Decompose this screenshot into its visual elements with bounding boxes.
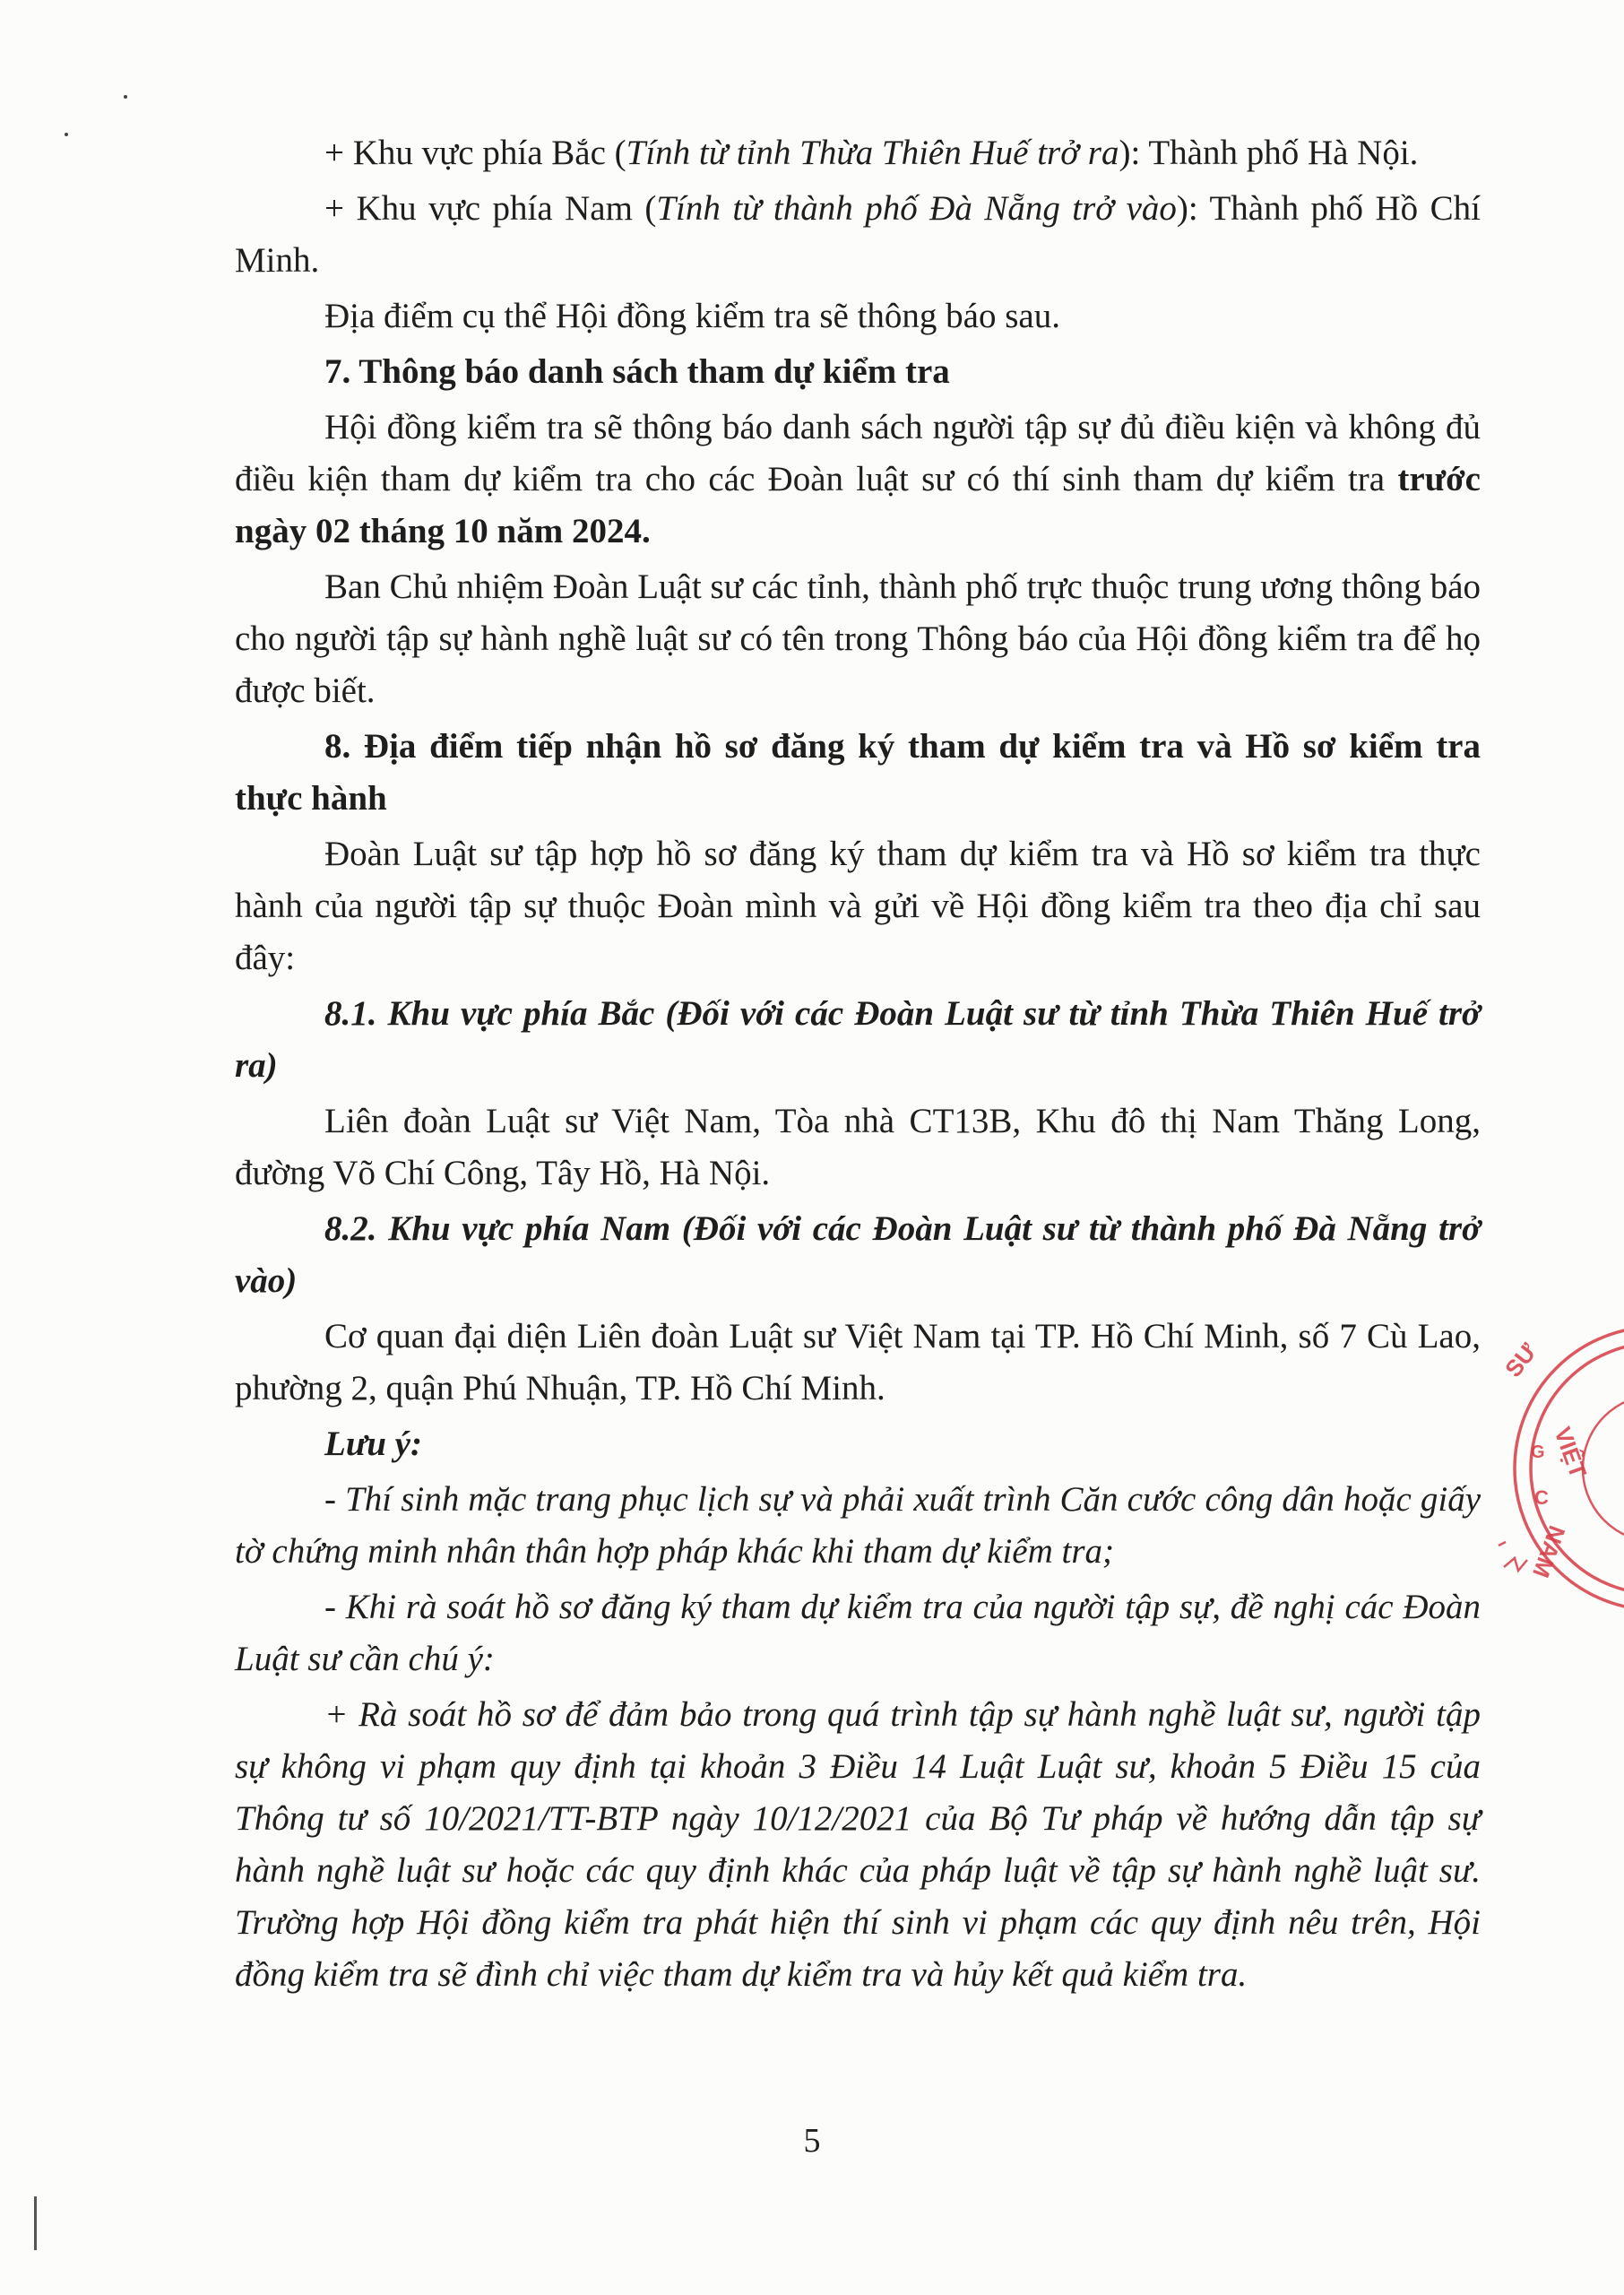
section-8-1-title: 8.1. Khu vực phía Bắc (Đối với các Đoàn Luật sư từ tỉnh Thừa Thiên Huế trở ra)	[235, 994, 1481, 1085]
south-region-suffix: ): Thành phố Hồ Chí Minh.	[235, 189, 1481, 280]
note-item-3: + Rà soát hồ sơ để đảm bảo trong quá trình tập sự hành nghề luật sư, người tập sự không vi phạm quy định tại khoản 3 Điều 14 Luật Luật sư, khoản 5 Điều 15 của Thông tư số 10/2021/TT-BTP ngày 10/12/2021 của Bộ Tư pháp về hướng dẫn tập sự hành nghề luật sư hoặc các quy định khác của pháp luật về tập sự hành nghề luật sư. Trường hợp Hội đồng kiểm tra phát hiện thí sinh vi phạm các quy định nêu trên, Hội đồng kiểm tra sẽ đình chỉ việc tham dự kiểm tra và hủy kết quả kiểm tra.	[235, 1695, 1481, 1994]
location-notice: Địa điểm cụ thể Hội đồng kiểm tra sẽ thông báo sau.	[324, 297, 1060, 335]
section-7-paragraph-1	[235, 402, 1481, 558]
section-8-1-address: Liên đoàn Luật sư Việt Nam, Tòa nhà CT13B, Khu đô thị Nam Thăng Long, đường Võ Chí Công, Tây Hồ, Hà Nội.	[235, 1102, 1481, 1192]
svg-text:NAM: NAM	[1527, 1521, 1571, 1581]
north-region-italic: Tính từ tỉnh Thừa Thiên Huế trở ra	[626, 134, 1119, 172]
document-body	[235, 127, 1481, 2005]
north-region-paragraph	[235, 127, 1481, 179]
section-7-text: Hội đồng kiểm tra sẽ thông báo danh sách người tập sự đủ điều kiện và không đủ điều kiện tham dự kiểm tra cho các Đoàn luật sư có thí sinh tham dự kiểm tra	[235, 408, 1481, 498]
svg-text:VIỆT: VIỆT	[1549, 1423, 1593, 1482]
note-block	[235, 1418, 1481, 2001]
section-8-title: 8. Địa điểm tiếp nhận hồ sơ đăng ký tham dự kiểm tra và Hồ sơ kiểm tra thực hành	[235, 727, 1481, 818]
south-region-paragraph	[235, 183, 1481, 287]
page-number: 5	[803, 2122, 821, 2160]
svg-text:SƯ: SƯ	[1499, 1338, 1542, 1382]
scan-speck	[124, 95, 127, 99]
section-8-2-title: 8.2. Khu vực phía Nam (Đối với các Đoàn Luật sư từ thành phố Đà Nẵng trở vào)	[235, 1209, 1481, 1300]
section-7-deadline: trước ngày 02 tháng 10 năm 2024.	[235, 460, 1481, 550]
section-8-2-address: Cơ quan đại diện Liên đoàn Luật sư Việt Nam tại TP. Hồ Chí Minh, số 7 Cù Lao, phường 2, quận Phú Nhuận, TP. Hồ Chí Minh.	[235, 1317, 1481, 1407]
svg-text:C: C	[1534, 1486, 1549, 1509]
official-seal	[1477, 1316, 1624, 1621]
seal-stamp-graphic	[1477, 1316, 1624, 1621]
note-heading: Lưu ý:	[324, 1425, 422, 1463]
scan-edge-mark	[34, 2196, 37, 2250]
north-region-suffix: ): Thành phố Hà Nội.	[1119, 134, 1419, 172]
north-region-prefix: + Khu vực phía Bắc (	[324, 134, 626, 172]
section-8-intro: Đoàn Luật sư tập hợp hồ sơ đăng ký tham dự kiểm tra và Hồ sơ kiểm tra thực hành của người tập sự thuộc Đoàn mình và gửi về Hội đồng kiểm tra theo địa chỉ sau đây:	[235, 835, 1481, 977]
scan-speck	[65, 133, 68, 136]
note-item-2: - Khi rà soát hồ sơ đăng ký tham dự kiểm tra của người tập sự, đề nghị các Đoàn Luật sư cần chú ý:	[235, 1588, 1481, 1678]
south-region-prefix: + Khu vực phía Nam (	[324, 189, 657, 228]
south-region-italic: Tính từ thành phố Đà Nẵng trở vào	[656, 189, 1177, 228]
section-7-paragraph-2: Ban Chủ nhiệm Đoàn Luật sư các tỉnh, thành phố trực thuộc trung ương thông báo cho người tập sự hành nghề luật sư có tên trong Thông báo của Hội đồng kiểm tra để họ được biết.	[235, 567, 1481, 710]
svg-text:G: G	[1531, 1442, 1545, 1462]
section-7-title: 7. Thông báo danh sách tham dự kiểm tra	[324, 352, 950, 391]
note-item-1: - Thí sinh mặc trang phục lịch sự và phải xuất trình Căn cước công dân hoặc giấy tờ chứng minh nhân thân hợp pháp khác khi tham dự kiểm tra;	[235, 1480, 1481, 1571]
